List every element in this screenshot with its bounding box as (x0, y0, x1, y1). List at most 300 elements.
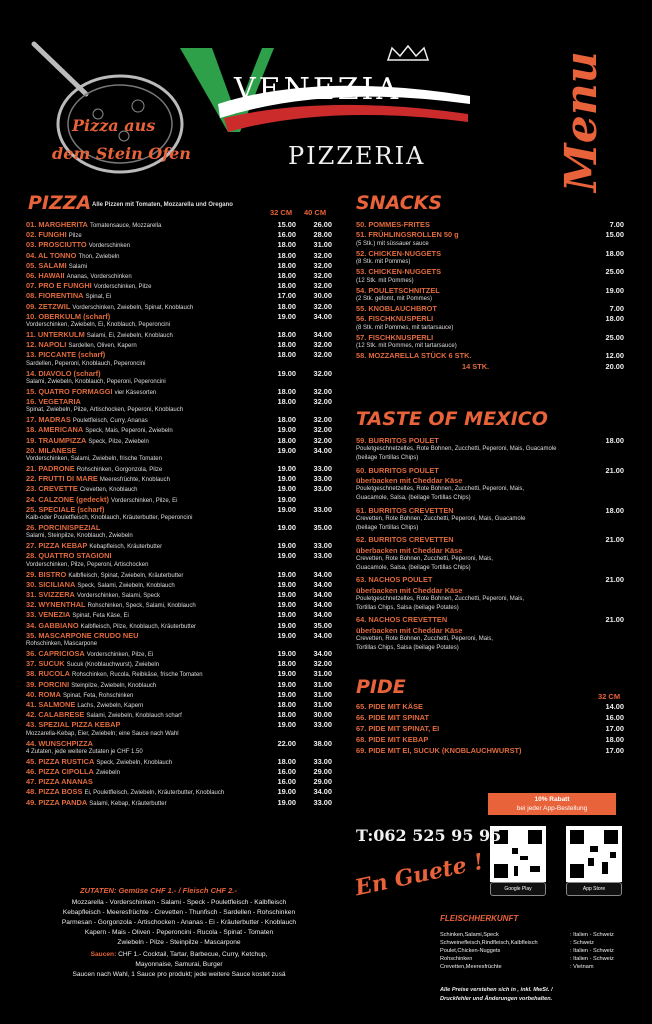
mexico-sub: Guacamole, Salsa, (beilage Tortillas Chips) (356, 495, 471, 501)
snack-name: 14 STK. (462, 361, 490, 371)
pizza-price-32: 19.00 (277, 669, 296, 679)
pizza-desc: Salami, Zwiebeln, Knoblauch scharf (86, 713, 182, 720)
en-guete-text: En Guete ! (352, 848, 486, 902)
saucen-text: CHF 1.- Cocktail, Tartar, Barbecue, Curry, Ketchup, (118, 951, 268, 958)
pizza-price-32: 19.00 (277, 610, 296, 620)
pizza-desc: Vorderschinken (88, 243, 131, 250)
pizza-name: 04. AL TONNO (26, 250, 77, 260)
mexico-name2: überbacken mit Cheddar Käse (356, 585, 463, 595)
pizza-item (26, 621, 332, 631)
snack-name: 52. CHICKEN-NUGGETS (356, 248, 442, 258)
pizza-item (26, 415, 332, 425)
pizza-item (26, 495, 332, 505)
pizza-price-40: 38.00 (313, 738, 332, 748)
pizza-name: 48. PIZZA BOSS (26, 787, 83, 797)
pizza-name: 21. PADRONE (26, 464, 75, 473)
pizza-name: 39. PORCINI (26, 679, 70, 689)
snack-sub: (12 Stk. mit Pommes, mit tartarsauce) (356, 343, 457, 350)
pizza-col-40: 40 CM (304, 208, 327, 217)
snack-item (356, 351, 624, 361)
mexico-name2: überbacken mit Cheddar Käse (356, 545, 463, 555)
pizza-name: 09. ZETZWIL (26, 301, 71, 311)
pizza-name: 02. FUNGHI (26, 230, 67, 240)
pizza-item (26, 251, 332, 261)
pizza-price-40: 32.00 (313, 271, 332, 280)
pizza-item (26, 541, 332, 551)
snack-price: 25.00 (605, 332, 624, 342)
pizza-sub-desc: Sardellen, Peperoni, Knoblauch, Peperoncini (26, 360, 146, 367)
mexico-sub: Crevetten, Rote Bohnen, Zucchetti, Peperoni, Mais, Guacamole (356, 516, 526, 522)
pizza-sub-desc: Salami, Zwiebeln, Knoblauch, Peperoni, Peperoncini (26, 378, 166, 385)
pizza-sub-desc: Vorderschinken, Pilze, Peperoni, Artischocken (26, 561, 149, 568)
saucen-text: Saucen nach Wahl, 1 Sauce pro produkt; jede weitere Sauce kostet zusä (72, 971, 286, 978)
pizza-desc: Speck, Pilze, Zwiebeln (88, 438, 149, 445)
pizza-price-32: 19.00 (277, 630, 296, 640)
pide-col: 32 CM (598, 692, 621, 701)
pizza-name: 41. SALMONE (26, 700, 76, 709)
pizza-price-32: 19.00 (277, 797, 296, 807)
pizza-price-32: 18.00 (277, 700, 296, 709)
pizza-desc: Meeresfrüchte, Knoblauch (99, 477, 170, 484)
pizza-name: 33. VENEZIA (26, 610, 71, 620)
herkunft-meat: Rohschinken (440, 956, 473, 962)
pizza-item (26, 787, 332, 797)
pizza-item (26, 291, 332, 301)
pizza-price-40: 34.00 (313, 445, 332, 455)
pizza-name: 31. SVIZZERA (26, 590, 75, 599)
mexico-price: 21.00 (605, 535, 624, 545)
snack-price: 12.00 (605, 351, 624, 361)
pizza-name: 28. QUATTRO STAGIONI (26, 551, 112, 561)
pizza-price-32: 15.00 (277, 220, 296, 229)
pizza-item (26, 261, 332, 271)
mexico-name: 61. BURRITOS CREVETTEN (356, 505, 454, 515)
pizza-price-40: 33.00 (313, 504, 332, 514)
pizza-price-32: 19.00 (277, 551, 296, 561)
snack-price: 18.00 (605, 248, 624, 258)
pizza-name: 38. RUCOLA (26, 669, 70, 679)
pizza-name: 07. PRO E FUNGHI (26, 281, 92, 291)
pizza-price-32: 18.00 (277, 659, 296, 669)
pizza-price-40: 32.00 (313, 260, 332, 270)
snack-name: 58. MOZZARELLA STÜCK 6 STK. (356, 351, 472, 361)
mexico-name2: überbacken mit Cheddar Käse (356, 476, 463, 485)
pizza-name: 22. FRUTTI DI MARE (26, 474, 98, 484)
pizza-price-32: 19.00 (277, 579, 296, 589)
snack-sub: (5 Stk.) mit süssauer sauce (356, 240, 429, 247)
herkunft-meat: Schweinefleisch,Rindfleisch,Kalbfleisch (440, 940, 538, 946)
pizza-price-40: 32.00 (313, 281, 332, 291)
pizza-item (26, 330, 332, 340)
herkunft-row (440, 932, 614, 939)
zutaten-line: Mozzarella - Vorderschinken - Salami - Speck - Pouletfleisch - Kalbfleisch (71, 899, 287, 906)
pizza-desc: Steinpilze, Zwiebeln, Knoblauch (71, 682, 157, 689)
zutaten-line: Kapern - Mais - Oliven - Peperoncini - Rucola - Spinat - Tomaten (84, 929, 274, 936)
snack-name: 56. FISCHKNUSPERLI (356, 314, 434, 324)
pizza-item (26, 610, 332, 620)
mexico-name2: überbacken mit Cheddar Käse (356, 625, 463, 635)
pizza-name: 42. CALABRESE (26, 710, 85, 720)
pide-item (356, 713, 624, 723)
phone-number: T:062 525 95 95 (356, 826, 502, 845)
pizza-desc: Speck, Mais, Peperoni, Zwiebeln (85, 428, 173, 435)
app-store-badge[interactable]: App Store (566, 882, 622, 896)
pizza-price-40: 34.00 (313, 600, 332, 610)
pizza-price-40: 33.00 (313, 797, 332, 807)
pizza-name: 12. NAPOLI (26, 340, 67, 350)
pizza-name: 47. PIZZA ANANAS (26, 777, 93, 787)
pizza-name: 17. MADRAS (26, 415, 71, 425)
pizza-name: 25. SPECIALE (scharf) (26, 504, 105, 514)
pizza-desc: Pilze (68, 233, 82, 240)
pizza-item (26, 474, 332, 484)
pizza-name: 27. PIZZA KEBAP (26, 541, 88, 551)
pizza-desc: Crevetten, Knoblauch (79, 487, 138, 494)
pizza-item (26, 570, 332, 580)
pizza-price-40: 33.00 (313, 484, 332, 494)
pizza-name: 26. PORCINISPEZIAL (26, 523, 101, 532)
pizza-price-32: 19.00 (277, 494, 296, 504)
mexico-sub: Crevetten, Rote Bohnen, Zucchetti, Peperoni, Mais, (356, 556, 494, 562)
pizza-price-40: 34.00 (313, 330, 332, 339)
pizza-name: 15. QUATRO FORMAGGI (26, 386, 113, 396)
herkunft-meat: Crevetten,Meeresfrüchte (440, 964, 502, 970)
pizza-name: 23. CREVETTE (26, 484, 78, 494)
pizza-price-32: 19.00 (277, 425, 296, 435)
mexico-name: 63. NACHOS POULET (356, 575, 433, 585)
pizza-price-32: 19.00 (277, 689, 296, 699)
mexico-sub: Pouletgeschnetzeltes, Rote Bohnen, Zucchetti, Peperoni, Mais, Guacamole (356, 446, 557, 453)
pizza-sub-desc: 4 Zutaten, jede weitere Zutaten je CHF 1.50 (26, 748, 143, 755)
pide-price: 17.00 (605, 746, 624, 755)
pizza-name: 03. PROSCIUTTO (26, 240, 87, 250)
pizza-item (26, 680, 332, 690)
pizza-desc: Rohschinken, Rucola, Reibkäse, frische Tomaten (72, 672, 203, 679)
herkunft-meat: Poulet,Chicken-Nuggets (440, 948, 501, 954)
pizza-name: 20. MILANESE (26, 445, 77, 455)
pizza-name: 24. CALZONE (gedeckt) (26, 494, 109, 504)
pizza-title: PIZZA (28, 192, 92, 214)
pizza-price-32: 19.00 (277, 464, 296, 473)
snack-name: 53. CHICKEN-NUGGETS (356, 267, 442, 277)
pizza-price-32: 19.00 (277, 787, 296, 797)
mexico-sub: Pouletgeschnetzeltes, Rote Bohnen, Zucchetti, Peperoni, Mais, (356, 596, 525, 602)
pizza-sub-desc: Vorderschinken, Salami, Zwiebeln, frische Tomaten (26, 456, 162, 462)
pizza-desc: Kalbfleisch, Spinat, Zwiebeln, Kräuterbutter (68, 572, 184, 579)
snack-price: 20.00 (605, 361, 624, 371)
pizza-desc: Vorderschinken, Zwiebeln, Spinat, Knoblauch (72, 304, 194, 311)
pizza-name: 06. HAWAII (26, 271, 65, 280)
pizza-item (26, 767, 332, 777)
pizza-price-40: 35.00 (313, 523, 332, 532)
pide-price: 17.00 (605, 724, 624, 733)
pizza-price-40: 29.00 (313, 777, 332, 787)
pizza-item (26, 600, 332, 610)
pizza-price-40: 32.00 (313, 397, 332, 406)
pizza-sub-desc: Vorderschinken, Zwiebeln, Ei, Knoblauch, Peperoncini (26, 322, 171, 328)
snack-name: 51. FRÜHLINGSROLLEN 50 g (356, 230, 459, 240)
pizza-price-40: 34.00 (313, 787, 332, 797)
mexico-item (356, 466, 624, 476)
pide-name: 67. PIDE MIT SPINAT, EI (356, 724, 440, 733)
pizza-price-32: 19.00 (277, 368, 296, 378)
pizza-desc: Speck, Salami, Zwiebeln, Knoblauch (77, 582, 175, 589)
pizza-price-40: 32.00 (313, 340, 332, 350)
pizza-price-32: 19.00 (277, 474, 296, 484)
pizza-price-40: 33.00 (313, 541, 332, 551)
pizza-name: 46. PIZZA CIPOLLA (26, 767, 94, 776)
pizza-price-32: 18.00 (277, 397, 296, 406)
mexico-price: 21.00 (605, 465, 624, 475)
pizza-sub-desc: Mozzarella-Kebap, Eier, Zwiebeln; eine Sauce nach Wahl (26, 730, 179, 737)
pizza-item (26, 659, 332, 669)
pizza-price-40: 34.00 (313, 579, 332, 589)
pizza-item (26, 484, 332, 494)
snack-name: 57. FISCHKNUSPERLI (356, 332, 434, 342)
pizza-price-40: 32.00 (313, 250, 332, 260)
mexico-title: TASTE OF MEXICO (356, 408, 548, 430)
pizza-desc: Sucuk (Knoblauchwurst), Zwiebeln (66, 662, 160, 669)
pide-price: 16.00 (605, 713, 624, 722)
pizza-name: 37. SUCUK (26, 659, 65, 669)
pizza-name: 34. GABBIANO (26, 620, 79, 630)
pizza-price-40: 33.00 (313, 464, 332, 473)
pizza-desc: Rohschinken, Speck, Salami, Knoblauch (87, 603, 196, 610)
pizza-price-32: 19.00 (277, 600, 296, 610)
pizza-item (26, 700, 332, 710)
snack-name: 50. POMMES-FRITES (356, 220, 430, 229)
snack-sub: (8 Stk. mit Pommes, mit tartarsauce) (356, 324, 454, 331)
pizza-item (26, 281, 332, 291)
pide-name: 68. PIDE MIT KEBAP (356, 735, 429, 744)
mexico-name: 60. BURRITOS POULET (356, 465, 439, 475)
pizza-price-32: 19.00 (277, 484, 296, 494)
pizza-sub-desc: Salami, Steinpilze, Knoblauch, Zwiebeln (26, 533, 133, 540)
pide-name: 66. PIDE MIT SPINAT (356, 713, 429, 722)
pide-price: 18.00 (605, 735, 624, 744)
pizza-price-32: 19.00 (277, 311, 296, 321)
pizza-name: 19. TRAUMPIZZA (26, 435, 87, 445)
snack-sub: (12 Stk. mit Pommes) (356, 277, 414, 284)
herkunft-origin: : Italien - Schweiz (570, 932, 614, 938)
pizza-name: 05. SALAMI (26, 260, 67, 270)
pizza-item (26, 690, 332, 700)
pizza-price-40: 29.00 (313, 767, 332, 776)
pizza-name: 10. OBERKULM (scharf) (26, 311, 111, 321)
pizza-price-32: 19.00 (277, 541, 296, 551)
snack-price: 19.00 (605, 285, 624, 295)
pizza-name: 45. PIZZA RUSTICA (26, 756, 95, 766)
pizza-price-40: 33.00 (313, 720, 332, 730)
mexico-sub: Pouletgeschnetzeltes, Rote Bohnen, Zucchetti, Peperoni, Mais, (356, 486, 525, 493)
pizza-sub-desc: Kalb-oder Pouletfleisch, Knoblauch, Kräuterbutter, Peperoncini (26, 515, 193, 521)
herkunft-origin: : Schweiz (570, 940, 594, 946)
pizza-price-40: 31.00 (313, 669, 332, 679)
pizza-name: 01. MARGHERITA (26, 220, 88, 229)
saucen-text: Mayonnaise, Samurai, Burger (135, 961, 223, 968)
mexico-price: 21.00 (605, 615, 624, 625)
pizza-item (26, 777, 332, 787)
pizza-item (26, 669, 332, 679)
pizza-desc: Vorderschinken, Pilze, Ei (111, 497, 178, 504)
pizza-price-40: 33.00 (313, 756, 332, 766)
mexico-item (356, 575, 624, 585)
pizza-name: 40. ROMA (26, 689, 61, 699)
pizza-desc: vier Käsesorten (114, 389, 157, 396)
pizza-price-32: 19.00 (277, 649, 296, 658)
pizza-price-32: 18.00 (277, 281, 296, 291)
google-play-badge[interactable]: Google Play (490, 882, 546, 896)
saucen-label: Saucen: (90, 951, 117, 958)
saucen-line (26, 960, 332, 970)
pizza-price-32: 19.00 (277, 590, 296, 599)
pizza-desc: Ananas, Vorderschinken (66, 274, 132, 280)
pizza-desc: Ei, Pouletfleisch, Zwiebeln, Kräuterbutter, Knoblauch (84, 790, 225, 797)
herkunft-origin: : Vietnam (570, 964, 594, 970)
pide-item (356, 702, 624, 712)
pizza-name: 11. UNTERKULM (26, 330, 85, 339)
pizza-item (26, 757, 332, 767)
pizza-desc: Lachs, Zwiebeln, Kapern (77, 703, 144, 709)
snack-price: 25.00 (605, 267, 624, 277)
pizza-price-32: 19.00 (277, 523, 296, 532)
pizza-price-32: 22.00 (277, 738, 296, 748)
pizza-item (26, 580, 332, 590)
pide-item (356, 746, 624, 756)
pizza-item (26, 240, 332, 250)
pizza-name: 18. AMERICANA (26, 425, 84, 435)
price-note-1: Alle Preise verstehen sich in , inkl. MwSt. / (440, 987, 553, 993)
pizza-price-32: 18.00 (277, 330, 296, 339)
mexico-price: 21.00 (605, 575, 624, 585)
pizza-price-32: 18.00 (277, 386, 296, 396)
pizza-desc: Tomatensauce, Mozzarella (89, 223, 162, 229)
pizza-item (26, 798, 332, 808)
pide-name: 69. PIDE MIT EI, SUCUK (KNOBLAUCHWURST) (356, 746, 522, 755)
pizza-price-40: 26.00 (313, 220, 332, 229)
mexico-sub: Guacamole, Salsa, (beilage Tortillas Chips) (356, 564, 471, 571)
mexico-sub: Tortillas Chips, Salsa (beilage Potates) (356, 644, 459, 651)
pizza-price-40: 32.00 (313, 350, 332, 360)
pizza-name: 13. PICCANTE (scharf) (26, 350, 106, 360)
pizza-name: 16. VEGETARIA (26, 397, 81, 406)
pizza-price-32: 16.00 (277, 777, 296, 787)
pizza-item (26, 710, 332, 720)
pizza-desc: Spinat, Ei (85, 294, 112, 301)
pizza-item (26, 230, 332, 240)
pizza-price-40: 31.00 (313, 240, 332, 250)
pizza-desc: Vorderschinken, Salami, Speck (76, 593, 160, 599)
pizza-price-40: 32.00 (313, 425, 332, 435)
pizzeria-subtitle: PIZZERIA (288, 142, 426, 170)
pizza-desc: Zwiebeln (95, 770, 120, 776)
pizza-price-32: 18.00 (277, 271, 296, 280)
pizza-name: 44. WUNSCHPIZZA (26, 738, 93, 748)
qr-code-ios[interactable] (566, 826, 622, 882)
pizza-price-40: 32.00 (313, 435, 332, 445)
pizza-sub-desc: Rohschinken, Mascarpone (26, 641, 98, 647)
pizza-price-40: 34.00 (313, 590, 332, 599)
pizza-item (26, 649, 332, 659)
price-note-2: Druckfehler und Änderungen vorbehalten. (440, 996, 553, 1002)
pizza-price-32: 18.00 (277, 415, 296, 425)
pizza-item (26, 590, 332, 600)
snack-sub: (2 Stk. gefomt, mit Pommes) (356, 296, 433, 302)
pizza-desc: Sardellen, Oliven, Kapern (68, 343, 137, 350)
pizza-price-32: 18.00 (277, 260, 296, 270)
pizza-price-32: 17.00 (277, 291, 296, 301)
mexico-price: 18.00 (605, 436, 624, 445)
pizza-sub-desc: Spinat, Zwiebeln, Pilze, Artischocken, Peperoni, Knoblauch (26, 407, 184, 414)
pizza-price-32: 18.00 (277, 250, 296, 260)
snack-price: 7.00 (609, 304, 624, 313)
pizza-item (26, 387, 332, 397)
pizza-desc: Kalbfleisch, Pilze, Knoblauch, Kräuterbutter (80, 623, 197, 630)
mexico-item (356, 535, 624, 545)
pizza-desc: Vorderschinken, Pilze (93, 284, 152, 291)
snacks-title: SNACKS (356, 192, 443, 214)
herkunft-origin: : Italien - Schweiz (570, 956, 614, 962)
pizza-price-40: 30.00 (313, 710, 332, 720)
pizza-price-40: 32.00 (313, 301, 332, 311)
mexico-sub: Tortillas Chips, Salsa (beilage Potates) (356, 604, 459, 611)
pizza-price-40: 34.00 (313, 610, 332, 620)
pizza-desc: Thon, Zwiebeln (78, 253, 120, 260)
pizza-price-32: 18.00 (277, 350, 296, 360)
pizza-price-40: 33.00 (313, 551, 332, 561)
pizza-item (26, 425, 332, 435)
pizza-note: Alle Pizzen mit Tomaten, Mozzarella und Oregano (92, 202, 233, 208)
app-discount-banner (488, 793, 616, 815)
pizza-price-40: 32.00 (313, 659, 332, 669)
pizza-desc: Pouletfleisch, Curry, Ananas (72, 418, 148, 425)
pizza-price-40: 34.00 (313, 311, 332, 321)
saucen-line (26, 950, 332, 960)
saucen-line (26, 970, 332, 980)
snack-price: 15.00 (605, 230, 624, 240)
herkunft-row (440, 948, 614, 955)
pizza-price-40: 34.00 (313, 649, 332, 658)
pizza-price-32: 19.00 (277, 620, 296, 630)
pizza-col-32: 32 CM (270, 208, 293, 217)
zutaten-title: ZUTATEN: Gemüse CHF 1.- / Fleisch CHF 2.- (80, 886, 237, 895)
pizza-desc: Rohschinken, Gorgonzola, Pilze (76, 467, 163, 473)
pizza-price-40: 33.00 (313, 474, 332, 484)
pizza-price-32: 19.00 (277, 445, 296, 455)
pizza-price-32: 19.00 (277, 569, 296, 579)
pizza-price-32: 18.00 (277, 240, 296, 250)
zutaten-line: Kebapfleisch - Meeresfrüchte - Crevetten - Thunfisch - Sardellen - Rohschinken (62, 909, 296, 916)
pizza-price-40: 31.00 (313, 689, 332, 699)
mexico-sub: (beilage Tortillas Chips) (356, 524, 419, 531)
discount-line1: 10% Rabatt (534, 796, 570, 803)
pizza-price-40: 35.00 (313, 620, 332, 630)
pizza-desc: Kebapfleisch, Kräuterbutter (89, 544, 163, 551)
mexico-name: 64. NACHOS CREVETTEN (356, 615, 448, 625)
pizza-price-40: 31.00 (313, 679, 332, 689)
pizza-name: 43. SPEZIAL PIZZA KEBAP (26, 720, 121, 730)
pizza-price-32: 18.00 (277, 301, 296, 311)
pide-title: PIDE (356, 676, 406, 698)
pizza-desc: Spinat, Feta, Rohschinken (62, 692, 134, 699)
pizza-item (26, 220, 332, 230)
pizza-price-32: 18.00 (277, 435, 296, 445)
pizza-name: 30. SICILIANA (26, 579, 76, 589)
pizza-name: 14. DIAVOLO (scharf) (26, 368, 101, 378)
pizza-price-32: 16.00 (277, 230, 296, 240)
stone-oven-line2: dem Stein Ofen (52, 144, 191, 163)
pizza-price-32: 18.00 (277, 756, 296, 766)
